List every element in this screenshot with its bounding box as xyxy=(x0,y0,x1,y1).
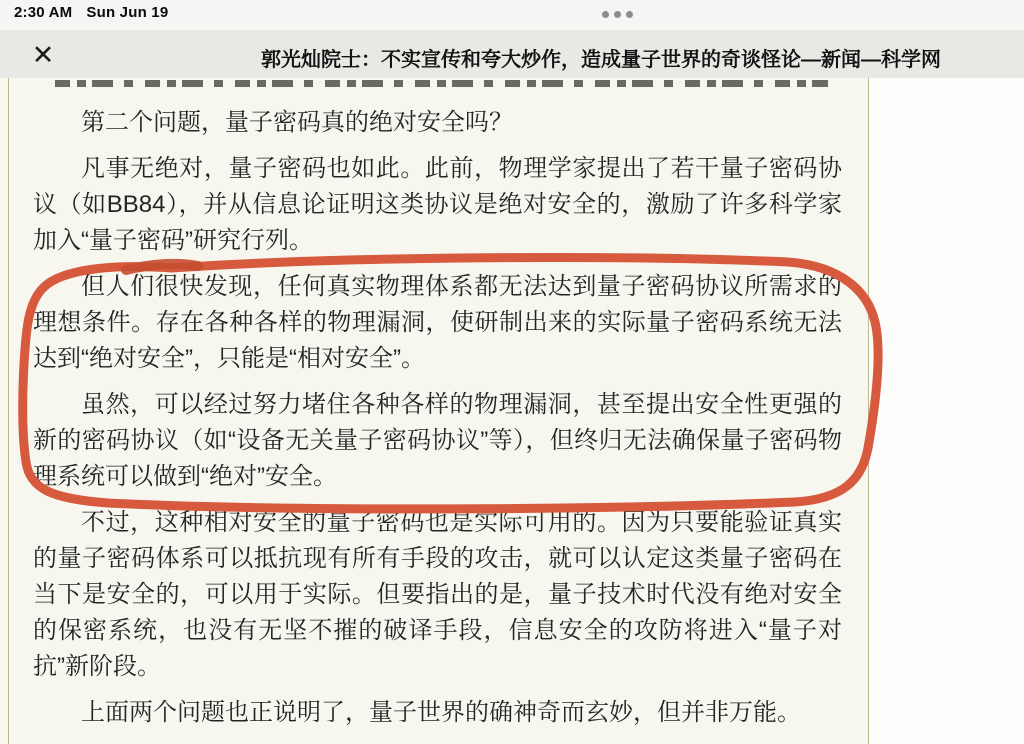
paragraph-circled: 但人们很快发现，任何真实物理体系都无法达到量子密码协议所需求的理想条件。存在各种各样的物理漏洞，使研制出来的实际量子密码系统无法达到“绝对安全”，只能是“相对安全”。 xyxy=(33,273,842,372)
multitask-handle-icon[interactable] xyxy=(602,11,633,18)
status-time: 2:30 AM xyxy=(14,4,73,21)
handle-dot xyxy=(614,11,621,18)
webview-content[interactable] xyxy=(0,78,1024,744)
paragraph: 不过，这种相对安全的量子密码也是实际可用的。因为只要能验证真实的量子密码体系可以抵抗现有所有手段的攻击，就可以认定这类量子密码在当下是安全的，可以用于实际。但要指出的是，量子技术时代没有绝对安全的保密系统，也没有无坚不摧的破译手段，信息安全的攻防将进入“量子对抗”新阶段。 xyxy=(33,509,842,680)
page-title: 郭光灿院士：不实宣传和夸大炒作，造成量子世界的奇谈怪论—新闻—科学网 xyxy=(261,49,941,71)
clipped-text-line xyxy=(55,80,828,87)
paragraph: 凡事无绝对，量子密码也如此。此前，物理学家提出了若干量子密码协议（如BB84），并从信息论证明这类协议是绝对安全的，激励了许多科学家加入“量子密码”研究行列。 xyxy=(33,155,842,254)
page-right-margin xyxy=(869,78,1024,744)
article-body xyxy=(9,78,868,741)
handle-dot xyxy=(602,11,609,18)
paragraph-question: 第二个问题，量子密码真的绝对安全吗？ xyxy=(81,109,513,136)
paragraph-closing: 上面两个问题也正说明了，量子世界的确神奇而玄妙，但并非万能。 xyxy=(81,699,801,726)
handle-dot xyxy=(626,11,633,18)
close-icon: ✕ xyxy=(31,40,55,70)
page-right-border xyxy=(868,78,869,744)
status-time-date xyxy=(14,4,168,21)
status-bar xyxy=(0,0,1024,30)
title-bar xyxy=(0,30,1024,78)
paragraph-circled: 虽然，可以经过努力堵住各种各样的物理漏洞，甚至提出安全性更强的新的密码协议（如“设备无关量子密码协议”等），但终归无法确保量子密码物理系统可以做到“绝对”安全。 xyxy=(33,391,842,490)
close-button[interactable] xyxy=(28,40,58,70)
status-date: Sun Jun 19 xyxy=(86,4,169,21)
